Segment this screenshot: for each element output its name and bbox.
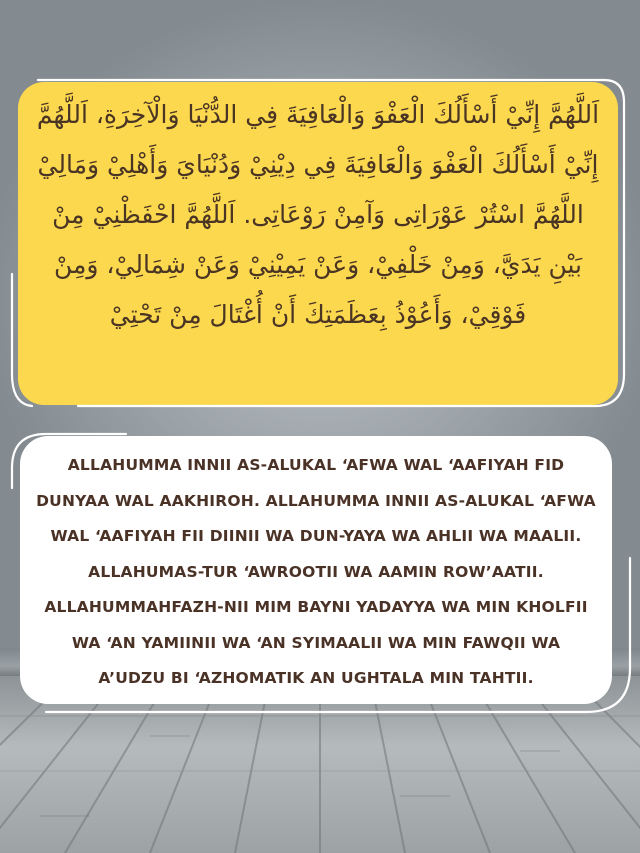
transliteration-text: ALLAHUMMA INNII AS-ALUKAL ‘AFWA WAL ‘AAFIYAH FID DUNYAA WAL AAKHIROH. ALLAHUMMA INNII AS-ALUKAL ‘AFWA WAL ‘AAFIYAH FII DIINII WA DUN-YAYA WA AHLII WA MAALII. ALLAHUMAS-TUR ‘AWROOTII WA AAMIN ROW’AATII. ALLAHUMMAHFAZH-NII MIM BAYNI YADAYYA WA MIN KHOLFII WA ‘AN YAMIINII WA ‘AN SYIMAALII WA MIN FAWQII WA A’UDZU BI ‘AZHOMATIK AN UGHTALA MIN TAHTII. <box>36 456 596 687</box>
arabic-dua-box <box>18 82 618 405</box>
transliteration-box <box>20 436 612 704</box>
arabic-dua-text: اَللَّهُمَّ إِنِّيْ أَسْأَلُكَ الْعَفْوَ وَالْعَافِيَةَ فِي الدُّنْيَا وَالْآخِرَةِ، اَللَّهُمَّ إِنِّيْ أَسْأَلُكَ الْعَفْوَ وَالْعَافِيَةَ فِي دِيْنِيْ وَدُنْيَايَ وَأَهْلِيْ وَمَالِيْ اللَّهُمَّ اسْتُرْ عَوْرَاتِى وَآمِنْ رَوْعَاتِى. اَللَّهُمَّ احْفَظْنِيْ مِنْ بَيْنِ يَدَيَّ، وَمِنْ خَلْفِيْ، وَعَنْ يَمِيْنِيْ وَعَنْ شِمَالِيْ، وَمِنْ فَوْقِيْ، وَأَعُوْذُ بِعَظَمَتِكَ أَنْ أُغْتَالَ مِنْ تَحْتِيْ <box>36 100 600 329</box>
